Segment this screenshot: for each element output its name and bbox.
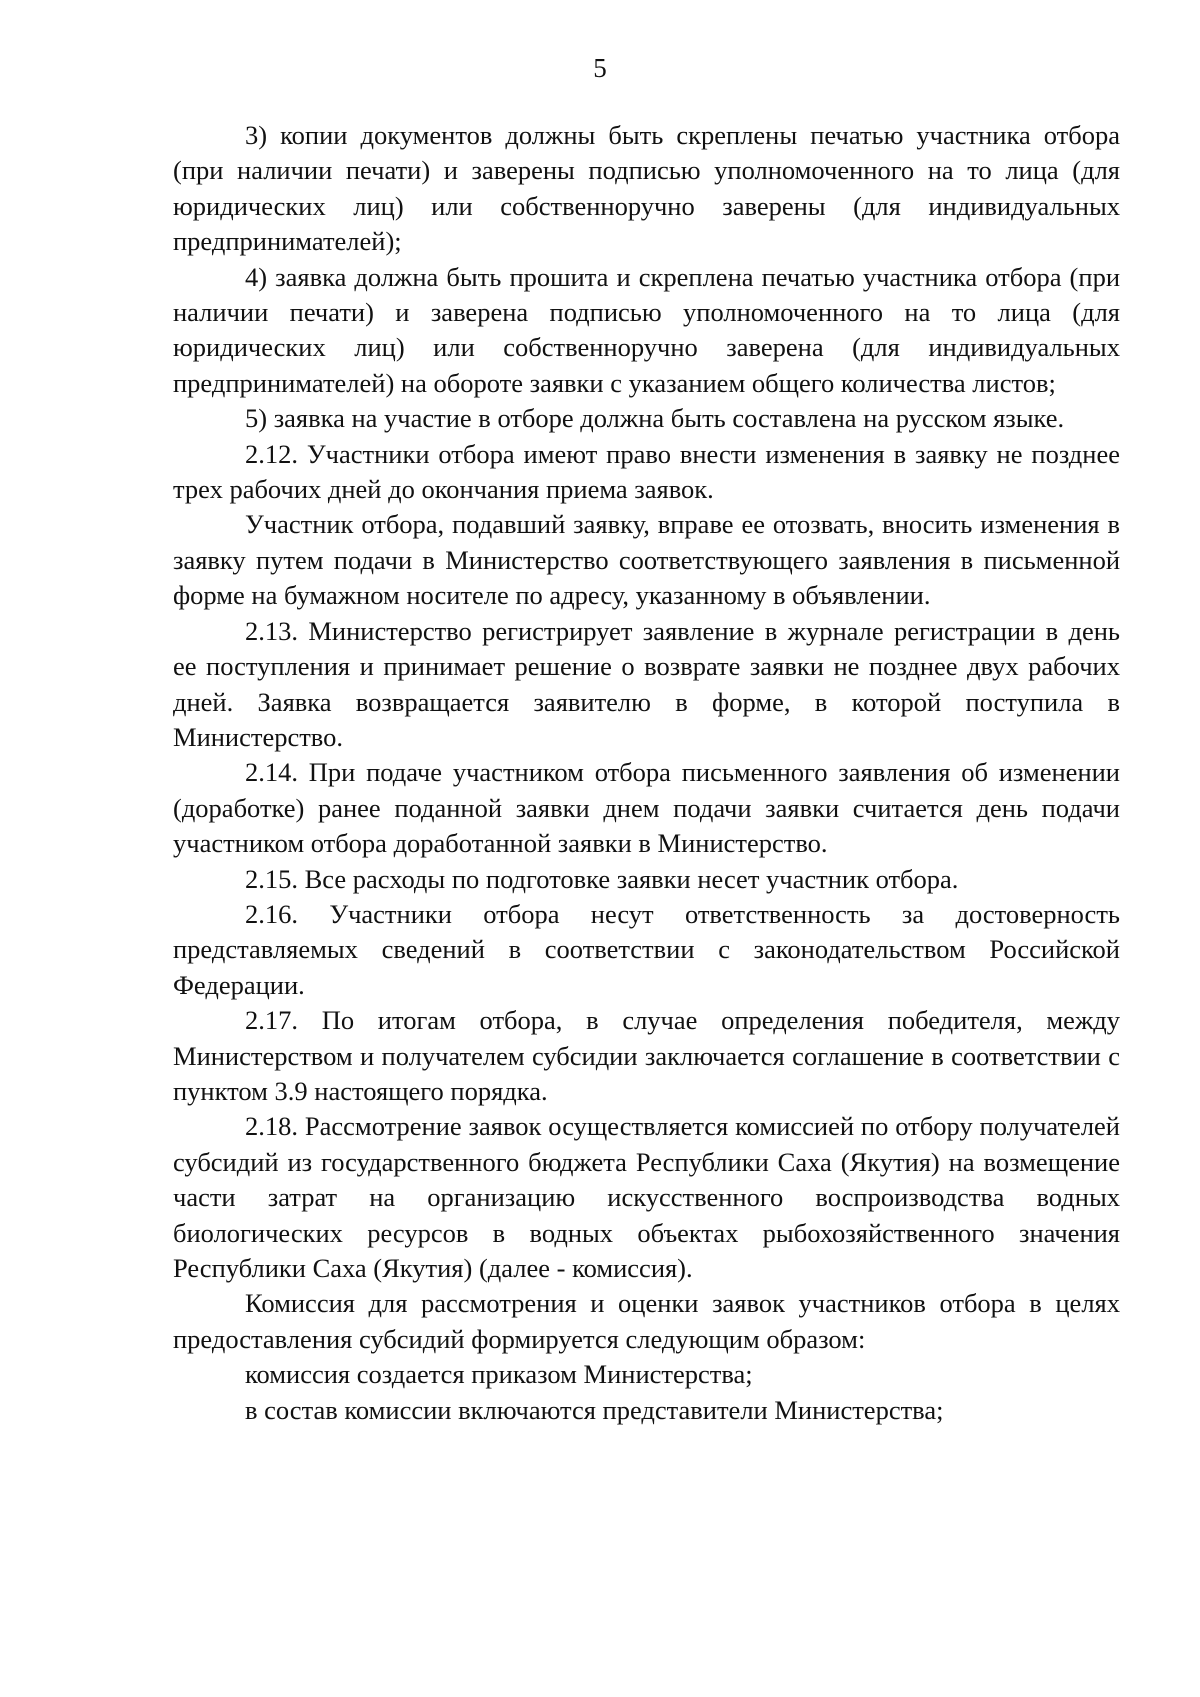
paragraph-3-copies-sealed: 3) копии документов должны быть скреплены печатью участника отбора (при наличии печати) и заверены подписью уполномоченного на то лица (для юридических лиц) или собственноручно заверены (для индивидуальных предпринимателей); bbox=[173, 120, 1120, 257]
paragraph-2-18-commission-review: 2.18. Рассмотрение заявок осуществляется комиссией по отбору получателей субсидий из государственного бюджета Республики Саха (Якутия) на возмещение части затрат на организацию искусственного воспроизводства водных биологических ресурсов в водных объектах рыбохозяйственного значения Республики Саха (Якутия) (далее - комиссия). bbox=[173, 1111, 1120, 1283]
paragraph-commission-formation: Комиссия для рассмотрения и оценки заявок участников отбора в целях предоставления субсидий формируется следующим образом: bbox=[173, 1288, 1120, 1354]
paragraph-5-russian-language: 5) заявка на участие в отборе должна быть составлена на русском языке. bbox=[245, 403, 1065, 434]
paragraph-2-17-agreement: 2.17. По итогам отбора, в случае определения победителя, между Министерством и получателем субсидии заключается соглашение в соответствии с пунктом 3.9 настоящего порядка. bbox=[173, 1005, 1120, 1106]
page-number: 5 bbox=[593, 53, 607, 83]
paragraph-2-14-revision: 2.14. При подаче участником отбора письменного заявления об изменении (доработке) ранее поданной заявки днем подачи заявки считается день подачи участником отбора доработанной заявки в Министерство. bbox=[173, 757, 1120, 859]
paragraph-2-16-responsibility: 2.16. Участники отбора несут ответственность за достоверность представляемых сведений в соответствии с законодательством Российской Федерации. bbox=[173, 898, 1120, 1000]
paragraph-commission-order: комиссия создается приказом Министерства; bbox=[245, 1359, 753, 1390]
paragraph-commission-members: в состав комиссии включаются представители Министерства; bbox=[245, 1394, 944, 1425]
paragraph-2-12-changes: 2.12. Участники отбора имеют право внести изменения в заявку не позднее трех рабочих дней до окончания приема заявок. bbox=[173, 438, 1120, 505]
paragraph-4-application-stitched: 4) заявка должна быть прошита и скреплена печатью участника отбора (при наличии печати) и заверена подписью уполномоченного на то лица (для юридических лиц) или собственноручно заверена (для индивидуальных предпринимателей) на обороте заявки с указанием общего количества листов; bbox=[173, 261, 1120, 398]
paragraph-withdrawal: Участник отбора, подавший заявку, вправе ее отозвать, вносить изменения в заявку путем подачи в Министерство соответствующего заявления в письменной форме на бумажном носителе по адресу, указанному в объявлении. bbox=[173, 509, 1120, 611]
paragraph-2-15-expenses: 2.15. Все расходы по подготовке заявки несет участник отбора. bbox=[245, 863, 959, 894]
paragraph-2-13-registration: 2.13. Министерство регистрирует заявление в журнале регистрации в день ее поступления и принимает решение о возврате заявки не позднее двух рабочих дней. Заявка возвращается заявителю в форме, в которой поступила в Министерство. bbox=[173, 615, 1120, 752]
document-body bbox=[173, 118, 1120, 1428]
